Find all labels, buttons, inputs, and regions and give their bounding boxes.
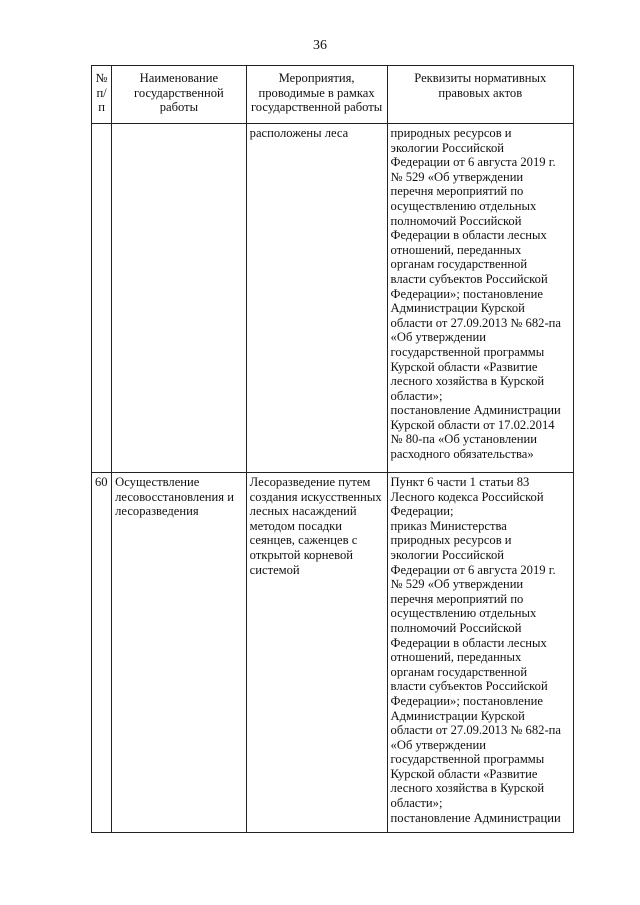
- row-activities: Лесоразведение путем создания искусственных лесных насаждений методом посадки сеянцев, саженцев с открытой корневой системой: [246, 473, 387, 833]
- row-work-name: Осуществление лесовосстановления и лесоразведения: [112, 473, 247, 833]
- header-legal-acts: Реквизиты нормативных правовых актов: [387, 66, 573, 124]
- activities-table: [91, 65, 574, 833]
- row-work-name: [112, 124, 247, 473]
- row-number: 60: [92, 473, 112, 833]
- page-number: 36: [313, 38, 327, 53]
- header-activities: Мероприятия, проводимые в рамках государственной работы: [246, 66, 387, 124]
- row-legal-acts: Пункт 6 части 1 статьи 83 Лесного кодекса Российской Федерации; приказ Министерства природных ресурсов и экологии Российской Федерации от 6 августа 2019 г. № 529 «Об утверждении перечня мероприятий по осуществлению отдельных полномочий Российской Федерации в области лесных отношений, переданных органам государственной власти субъектов Российской Федерации»; постановление Администрации Курской области от 27.09.2013 № 682-па «Об утверждении государственной программы Курской области «Развитие лесного хозяйства в Курской области»; постановление Администрации: [387, 473, 573, 833]
- row-legal-acts: природных ресурсов и экологии Российской Федерации от 6 августа 2019 г. № 529 «Об утверждении перечня мероприятий по осуществлению отдельных полномочий Российской Федерации в области лесных отношений, переданных органам государственной власти субъектов Российской Федерации»; постановление Администрации Курской области от 27.09.2013 № 682-па «Об утверждении государственной программы Курской области «Развитие лесного хозяйства в Курской области»; постановление Администрации Курской области от 17.02.2014 № 80-па «Об установлении расходного обязательства»: [387, 124, 573, 473]
- table-row: [92, 473, 574, 833]
- table-row: [92, 124, 574, 473]
- row-number: [92, 124, 112, 473]
- header-number: № п/п: [92, 66, 112, 124]
- table-header-row: [92, 66, 574, 124]
- row-activities: расположены леса: [246, 124, 387, 473]
- header-work-name: Наименование государственной работы: [112, 66, 247, 124]
